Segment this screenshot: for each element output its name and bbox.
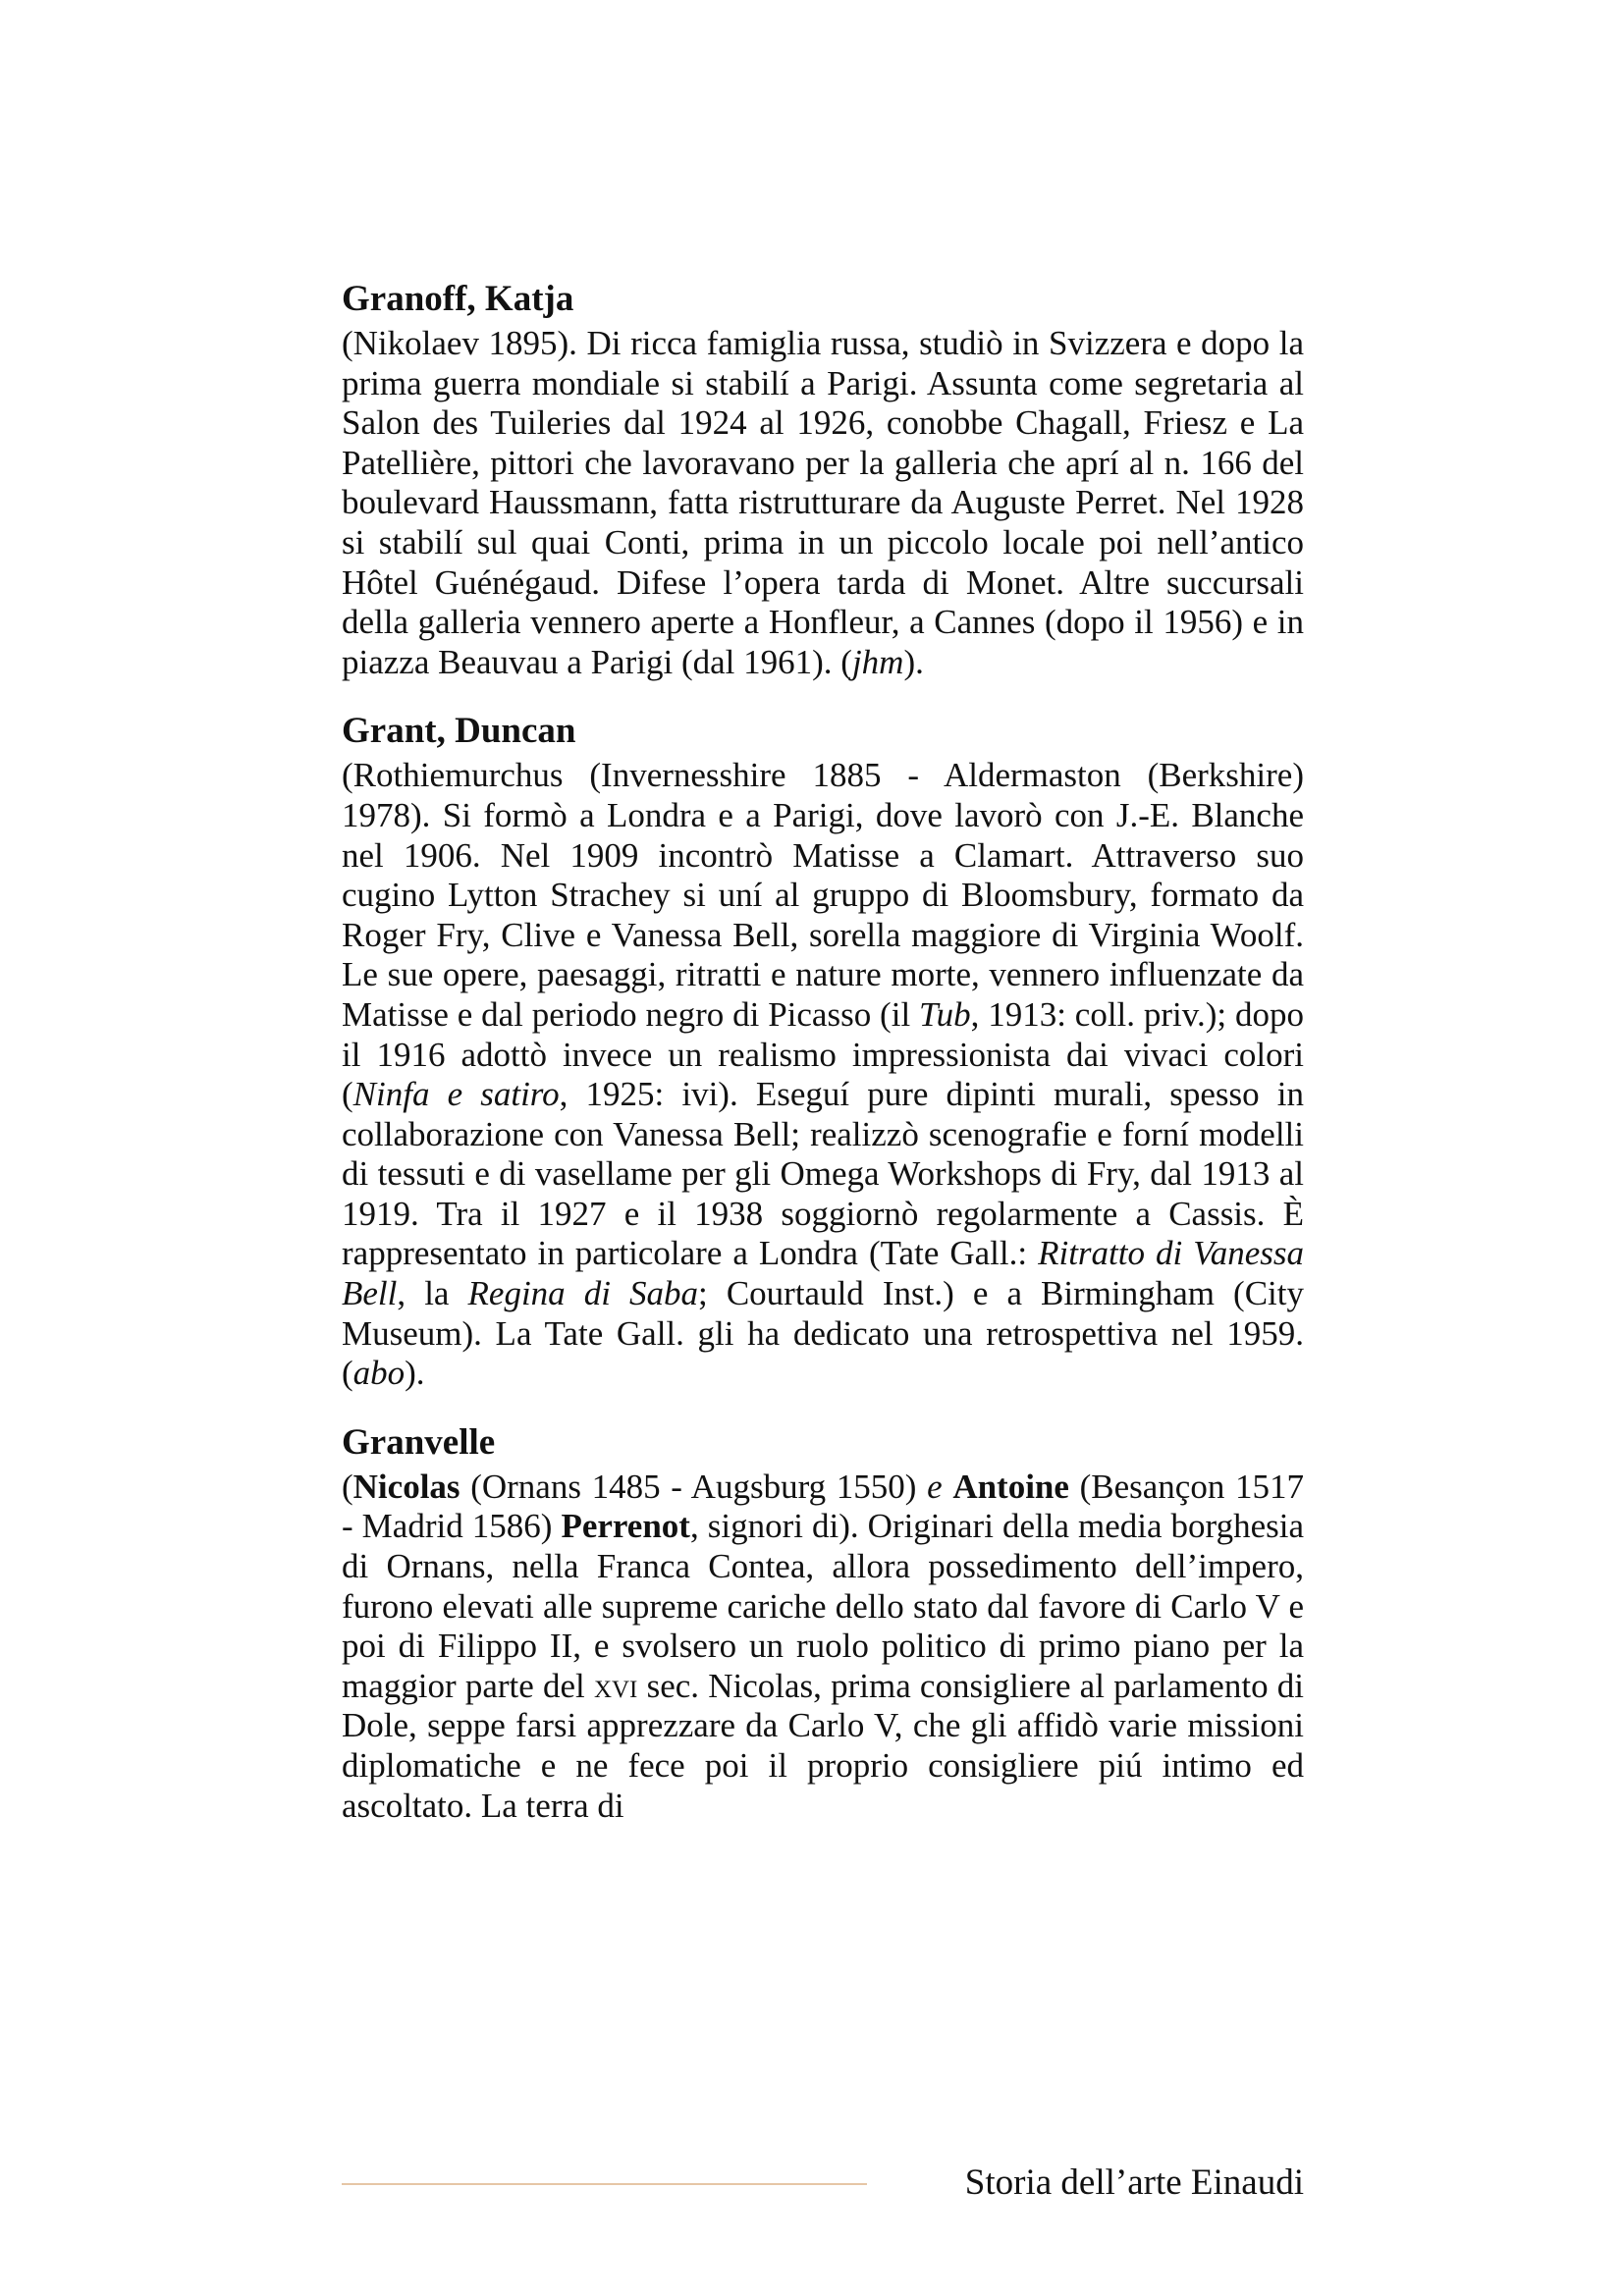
text-run: , la — [397, 1274, 468, 1313]
century-numeral: xvi — [593, 1666, 638, 1705]
text-run: sec. Nicolas, prima consigliere al parlamento di Dole, seppe farsi apprezzare da Carlo V, che gli affidò varie missioni diplomatiche e ne fece poi il proprio consigliere piú intimo ed ascoltato. La terra di — [342, 1666, 1304, 1825]
person-name: Nicolas — [352, 1467, 460, 1506]
person-name: Antoine — [952, 1467, 1069, 1506]
entry-title: Granoff, Katja — [342, 279, 574, 319]
text-run — [943, 1468, 953, 1506]
page-footer — [342, 2160, 1304, 2209]
text-run: (Besançon 1517 - Madrid 1586) — [342, 1467, 1304, 1546]
entry-body — [342, 324, 1304, 682]
footer-publication-title: Storia dell’arte Einaudi — [964, 2163, 1304, 2203]
entry-title: Grant, Duncan — [342, 711, 576, 752]
text-run: ). — [903, 642, 924, 681]
author-initials: abo — [352, 1354, 406, 1393]
entry-granvelle — [342, 1421, 1304, 1826]
text-run: , 1925: ivi). Eseguí pure dipinti murali, spesso in collaborazione con Vanessa Bell; realizzò scenografie e forní modelli di tessuti e di vasellame per gli Omega Workshops di Fry, dal 1913 al 1919. Tra il 1927 e il 1938 soggiornò regolarmente a Cassis. È rappresentato in particolare a Londra (Tate Gall.: — [342, 1075, 1305, 1273]
entry-body — [342, 1468, 1304, 1826]
entry-body — [342, 756, 1304, 1394]
page-content — [342, 278, 1304, 1853]
text-run: ( — [342, 1467, 353, 1506]
conjunction: e — [927, 1467, 943, 1506]
artwork-title: Ninfa e satiro — [352, 1075, 560, 1114]
entry-title: Granvelle — [342, 1421, 496, 1463]
artwork-title: Regina di Saba — [467, 1274, 699, 1313]
text-run: ). — [405, 1354, 425, 1393]
text-run: , 1913: coll. priv.); dopo il 1916 adottò invece un realismo impressionista dai vivaci colori ( — [342, 994, 1305, 1114]
text-run: ; Courtauld Inst.) e a Birmingham (City Museum). La Tate Gall. gli ha dedicato una retrospettiva nel 1959. ( — [342, 1274, 1304, 1393]
artwork-title: Ritratto di Vanessa Bell — [342, 1234, 1304, 1313]
entry-grant — [342, 710, 1304, 1394]
artwork-title: Tub — [919, 994, 971, 1034]
footer-rule — [342, 2183, 867, 2185]
text-run: , signori di). Originari della media borghesia di Ornans, nella Franca Contea, allora possedimento dell’impero, furono elevati alle supreme cariche dello stato dal favore di Carlo V e poi di Filippo II, e svolsero un ruolo politico di primo piano per la maggior parte del — [342, 1507, 1304, 1705]
author-initials: jhm — [851, 642, 904, 681]
family-name: Perrenot — [561, 1507, 690, 1546]
entry-granoff — [342, 278, 1304, 682]
text-run: (Rothiemurchus (Invernesshire 1885 - Aldermaston (Berkshire) 1978). Si formò a Londra e a Parigi, dove lavorò con J.-E. Blanche nel 1906. Nel 1909 incontrò Matisse a Clamart. Attraverso suo cugino Lytton Strachey si uní al gruppo di Bloomsbury, formato da Roger Fry, Clive e Vanessa Bell, sorella maggiore di Virginia Woolf. Le sue opere, paesaggi, ritratti e nature morte, vennero influenzate da Matisse e dal periodo negro di Picasso (il — [342, 756, 1304, 1034]
text-run: (Nikolaev 1895). Di ricca famiglia russa, studiò in Svizzera e dopo la prima guerra mondiale si stabilí a Parigi. Assunta come segretaria al Salon des Tuileries dal 1924 al 1926, conobbe Chagall, Friesz e La Patellière, pittori che lavoravano per la galleria che aprí al n. 166 del boulevard Haussmann, fatta ristrutturare da Auguste Perret. Nel 1928 si stabilí sul quai Conti, prima in un piccolo locale poi nell’antico Hôtel Guénégaud. Difese l’opera tarda di Monet. Altre succursali della galleria vennero aperte a Honfleur, a Cannes (dopo il 1956) e in piazza Beauvau a Parigi (dal 1961). ( — [342, 324, 1304, 681]
text-run: (Ornans 1485 - Augsburg 1550) — [460, 1467, 928, 1506]
